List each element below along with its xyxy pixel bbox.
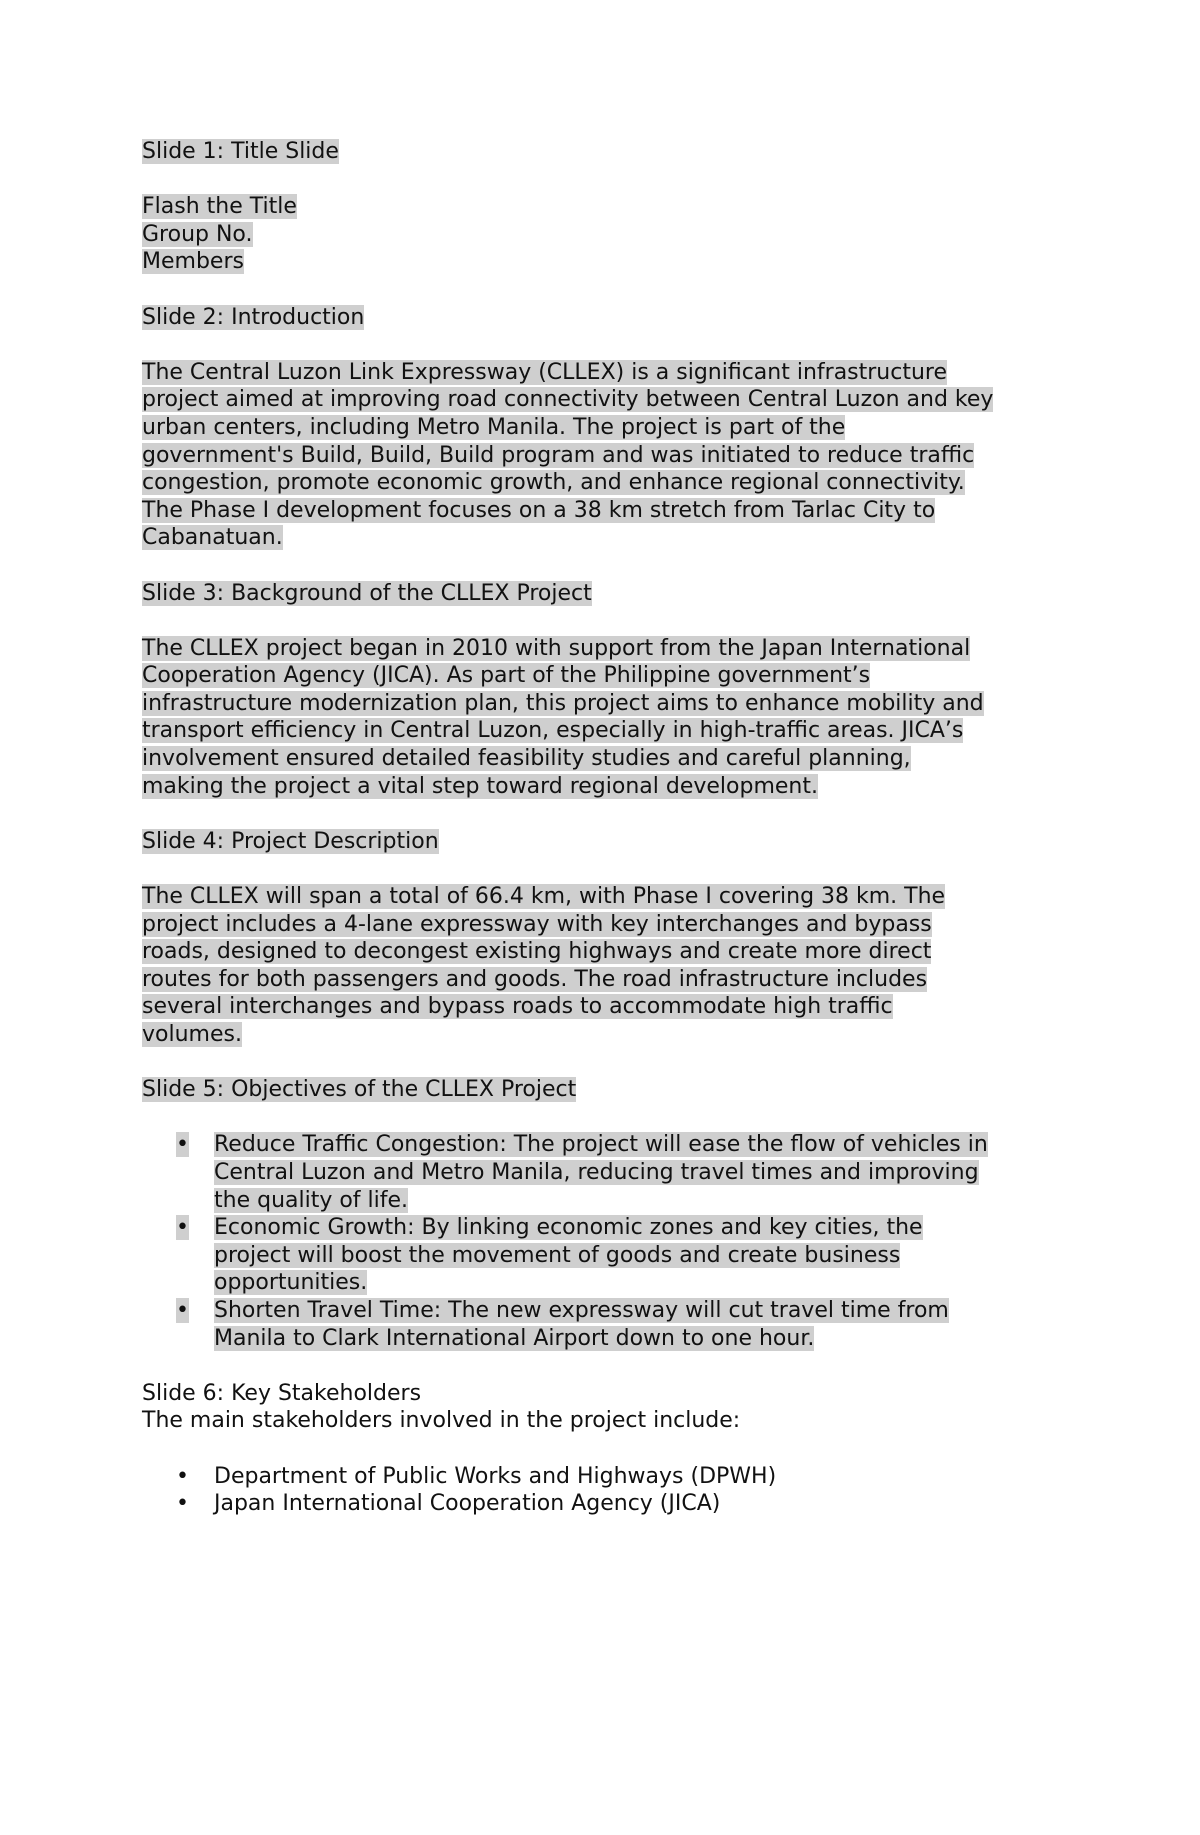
slide-2-line: project aimed at improving road connectivity between Central Luzon and key [142,387,994,413]
objective-line: the quality of life. [214,1187,409,1213]
objective-line: opportunities. [214,1270,368,1296]
slide-3-body [142,635,1072,801]
slide-6-intro: The main stakeholders involved in the project include: [142,1408,741,1434]
slide-2-line: congestion, promote economic growth, and enhance regional connectivity. [142,470,965,496]
slide-2-line: government's Build, Build, Build program and was initiated to reduce traffic [142,442,975,468]
bullet-icon: • [176,1297,189,1323]
slide-3-line: infrastructure modernization plan, this project aims to enhance mobility and [142,690,984,716]
slide-3-line: transport efficiency in Central Luzon, especially in high-traffic areas. JICA’s [142,718,964,744]
objective-line: Shorten Travel Time: The new expressway will cut travel time from [214,1297,949,1323]
slide-1-line: Members [142,249,244,275]
slide-2-line: The Phase I development focuses on a 38 km stretch from Tarlac City to [142,497,936,523]
stakeholder-item [142,1463,1072,1491]
objective-line: Reduce Traffic Congestion: The project will ease the flow of vehicles in [214,1132,988,1158]
slide-6-heading: Slide 6: Key Stakeholders [142,1380,422,1406]
slide-5-heading: Slide 5: Objectives of the CLLEX Project [142,1077,577,1103]
slide-1-heading: Slide 1: Title Slide [142,139,339,164]
stakeholder-item [142,1490,1072,1518]
document-body [142,138,1072,1545]
slide-4-line: roads, designed to decongest existing highways and create more direct [142,939,932,965]
objective-line: project will boost the movement of goods and create business [214,1242,901,1268]
slide-2-line: Cabanatuan. [142,525,283,551]
slide-3-heading-block [142,580,1072,608]
slide-4-line: volumes. [142,1022,242,1047]
slide-5-heading-block [142,1076,1072,1104]
objective-item [142,1214,1072,1297]
objective-line: Manila to Clark International Airport down to one hour. [214,1325,815,1351]
slide-4-line: project includes a 4-lane expressway with key interchanges and bypass [142,911,932,937]
stakeholder-label: Japan International Cooperation Agency (JICA) [214,1491,721,1517]
stakeholder-label: Department of Public Works and Highways (DPWH) [214,1463,777,1489]
objective-line: Central Luzon and Metro Manila, reducing travel times and improving [214,1159,979,1185]
bullet-icon: • [176,1215,189,1241]
slide-1-line: Flash the Title [142,194,297,220]
slide-2-body [142,359,1072,552]
slide-3-heading: Slide 3: Background of the CLLEX Project [142,580,592,606]
slide-3-line: Cooperation Agency (JICA). As part of the Philippine government’s [142,663,871,689]
slide-2-line: urban centers, including Metro Manila. The project is part of the [142,414,846,440]
objective-item [142,1131,1072,1214]
slide-3-line: involvement ensured detailed feasibility studies and careful planning, [142,746,911,772]
slide-4-body [142,883,1072,1049]
slide-6-block [142,1380,1072,1435]
slide-4-line: routes for both passengers and goods. The road infrastructure includes [142,966,928,992]
objective-line: Economic Growth: By linking economic zones and key cities, the [214,1215,923,1241]
objective-item [142,1297,1072,1352]
objectives-list [142,1131,1072,1352]
bullet-icon: • [176,1132,189,1158]
slide-1-line: Group No. [142,221,253,247]
slide-1-heading-block [142,138,1072,166]
stakeholders-list [142,1463,1072,1518]
slide-3-line: The CLLEX project began in 2010 with support from the Japan International [142,635,971,661]
slide-4-line: several interchanges and bypass roads to accommodate high traffic [142,994,893,1020]
slide-4-heading-block [142,828,1072,856]
slide-2-heading-block [142,304,1072,332]
slide-3-line: making the project a vital step toward regional development. [142,773,818,799]
slide-1-body [142,193,1072,276]
bullet-icon: • [176,1463,189,1489]
slide-2-line: The Central Luzon Link Expressway (CLLEX) is a significant infrastructure [142,359,948,385]
slide-4-heading: Slide 4: Project Description [142,828,439,854]
slide-2-heading: Slide 2: Introduction [142,304,365,330]
slide-4-line: The CLLEX will span a total of 66.4 km, with Phase I covering 38 km. The [142,884,946,910]
bullet-icon: • [176,1491,189,1517]
